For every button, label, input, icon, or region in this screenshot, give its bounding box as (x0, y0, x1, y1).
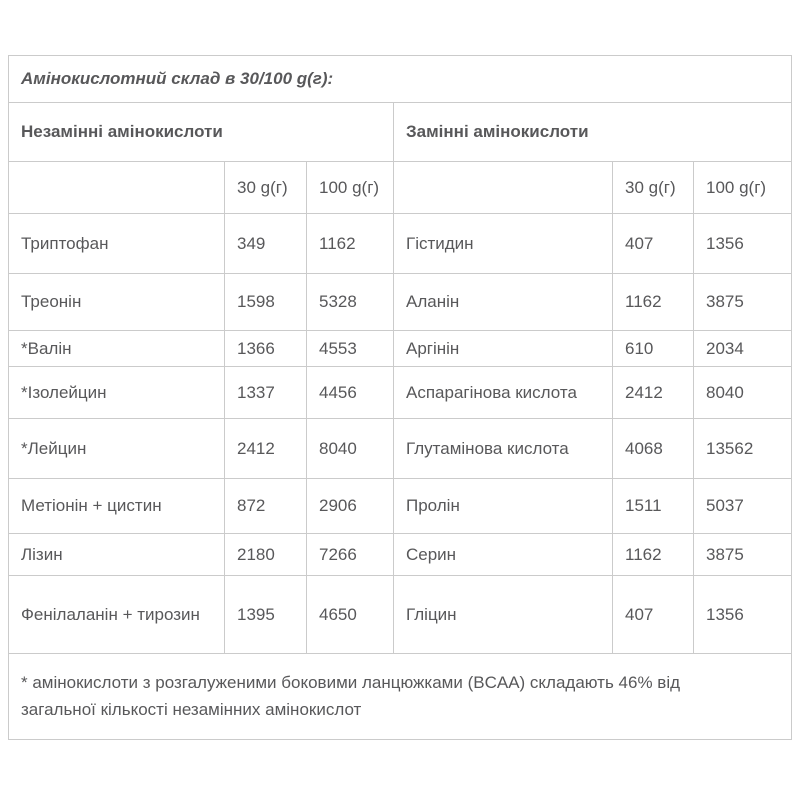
amino-acid-name: Пролін (394, 479, 613, 534)
value-30g: 1162 (613, 534, 694, 576)
value-100g: 13562 (694, 419, 792, 479)
value-100g: 3875 (694, 534, 792, 576)
value-100g: 1162 (307, 214, 394, 274)
amino-acid-name: Треонін (9, 274, 225, 331)
value-30g: 1366 (225, 331, 307, 367)
table-row (9, 479, 792, 534)
value-100g: 1356 (694, 576, 792, 654)
amino-acid-name: Триптофан (9, 214, 225, 274)
value-100g: 2906 (307, 479, 394, 534)
value-100g: 5037 (694, 479, 792, 534)
footnote-row (9, 654, 792, 740)
value-100g: 8040 (307, 419, 394, 479)
value-30g: 2180 (225, 534, 307, 576)
amino-acid-name: Аспарагінова кислота (394, 367, 613, 419)
amino-acid-table (8, 55, 792, 740)
value-30g: 407 (613, 576, 694, 654)
colhead-empty-nonessential (394, 162, 613, 214)
table-row (9, 367, 792, 419)
amino-acid-name: Метіонін + цистин (9, 479, 225, 534)
amino-acid-name: *Валін (9, 331, 225, 367)
amino-acid-name: Глутамінова кислота (394, 419, 613, 479)
colhead-100g-nonessential: 100 g(г) (694, 162, 792, 214)
amino-acid-name: Лізин (9, 534, 225, 576)
value-30g: 407 (613, 214, 694, 274)
colhead-30g-essential: 30 g(г) (225, 162, 307, 214)
section-header-essential: Незамінні амінокислоти (9, 103, 394, 162)
colhead-100g-essential: 100 g(г) (307, 162, 394, 214)
table-row (9, 419, 792, 479)
section-header-row (9, 103, 792, 162)
value-100g: 7266 (307, 534, 394, 576)
value-30g: 610 (613, 331, 694, 367)
section-header-nonessential: Замінні амінокислоти (394, 103, 792, 162)
table-title: Амінокислотний склад в 30/100 g(г): (9, 56, 792, 103)
value-100g: 8040 (694, 367, 792, 419)
value-30g: 349 (225, 214, 307, 274)
colhead-30g-nonessential: 30 g(г) (613, 162, 694, 214)
bcaa-footnote: * амінокислоти з розгалуженими боковими ланцюжками (BCAA) складають 46% від загальної кількості незамінних амінокислот (21, 673, 681, 719)
amino-acid-name: *Ізолейцин (9, 367, 225, 419)
amino-acid-name: *Лейцин (9, 419, 225, 479)
table-row (9, 331, 792, 367)
value-100g: 4553 (307, 331, 394, 367)
table-row (9, 576, 792, 654)
value-30g: 2412 (225, 419, 307, 479)
amino-acid-name: Гліцин (394, 576, 613, 654)
colhead-empty-essential (9, 162, 225, 214)
column-header-row (9, 162, 792, 214)
value-100g: 4650 (307, 576, 394, 654)
table-row (9, 274, 792, 331)
amino-acid-name: Серин (394, 534, 613, 576)
amino-acid-name: Аланін (394, 274, 613, 331)
value-100g: 4456 (307, 367, 394, 419)
table-row (9, 214, 792, 274)
value-100g: 1356 (694, 214, 792, 274)
amino-acid-name: Гістидин (394, 214, 613, 274)
value-30g: 1337 (225, 367, 307, 419)
value-30g: 1395 (225, 576, 307, 654)
amino-acid-name: Фенілаланін + тирозин (9, 576, 225, 654)
value-100g: 5328 (307, 274, 394, 331)
value-100g: 3875 (694, 274, 792, 331)
value-30g: 1162 (613, 274, 694, 331)
table-row (9, 534, 792, 576)
value-30g: 872 (225, 479, 307, 534)
table-title-row (9, 56, 792, 103)
amino-acid-name: Аргінін (394, 331, 613, 367)
footnote-cell (9, 654, 792, 740)
value-30g: 2412 (613, 367, 694, 419)
value-30g: 1511 (613, 479, 694, 534)
value-30g: 4068 (613, 419, 694, 479)
value-30g: 1598 (225, 274, 307, 331)
value-100g: 2034 (694, 331, 792, 367)
